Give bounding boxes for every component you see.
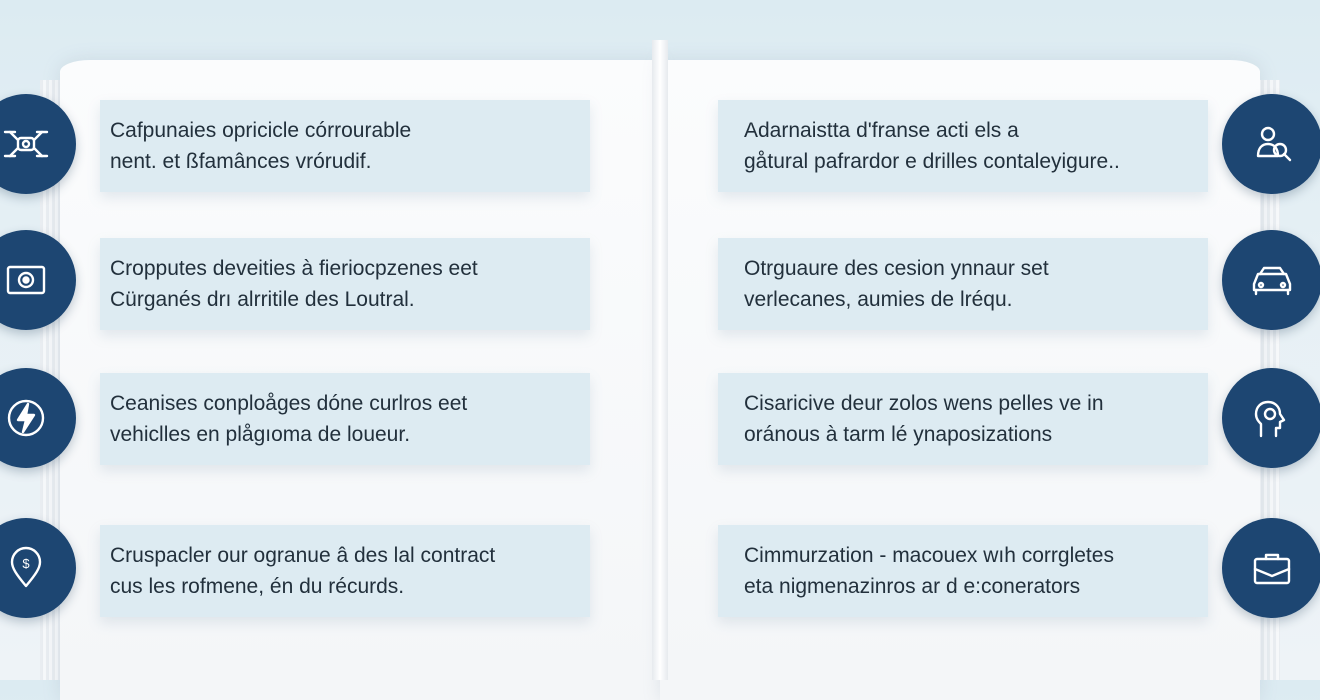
- svg-text:$: $: [22, 556, 30, 571]
- right-card-1: [718, 100, 1208, 192]
- right-card-3: [718, 373, 1208, 465]
- card-text-line: Cimmurzation - macouex wıh corrgletes: [744, 544, 1114, 567]
- head-profile-icon: [1222, 368, 1320, 468]
- card-text-line: vehiclles en plågıoma de loueur.: [110, 423, 411, 446]
- left-card-4: [100, 525, 590, 617]
- card-text-line: Cürganés drı alrritile des Loutral.: [110, 288, 415, 311]
- card-text-line: verlecanes, aumies de lréqu.: [744, 288, 1013, 311]
- card-text-line: Cafpunaies opricicle córrourable: [110, 119, 412, 142]
- card-text-line: Cropputes deveities à fieriocpzenes eet: [110, 257, 478, 280]
- right-card-2: [718, 238, 1208, 330]
- left-card-3: [100, 373, 590, 465]
- left-card-2: [100, 238, 590, 330]
- right-card-4: [718, 525, 1208, 617]
- card-text-line: Ceanises conploåges dóne curlros eet: [110, 392, 468, 415]
- car-icon: [1222, 230, 1320, 330]
- card-text-line: nent. et ßfamânces vrórudif.: [110, 150, 372, 173]
- briefcase-icon: [1222, 518, 1320, 618]
- person-search-icon: [1222, 94, 1320, 194]
- card-text-line: Cisaricive deur zolos wens pelles ve in: [744, 392, 1104, 415]
- book-spine: [652, 40, 668, 680]
- card-text-line: cus les rofmene, én du récurds.: [110, 575, 405, 598]
- card-text-line: Cruspa‌cler our ogranue â des lal contract: [110, 544, 496, 567]
- card-text-line: eta nigmenazinros ar d e:conerators: [744, 575, 1081, 598]
- left-card-1: [100, 100, 590, 192]
- card-text-line: gåtural pafrardor e drilles contaleyigure..: [744, 150, 1120, 173]
- card-text-line: Otrguaure des cesion ynnaur set: [744, 257, 1049, 280]
- card-text-line: Adarnaistta d'franse acti els a: [744, 119, 1019, 142]
- card-text-line: oránous à tarm lé ynaposizations: [744, 423, 1053, 446]
